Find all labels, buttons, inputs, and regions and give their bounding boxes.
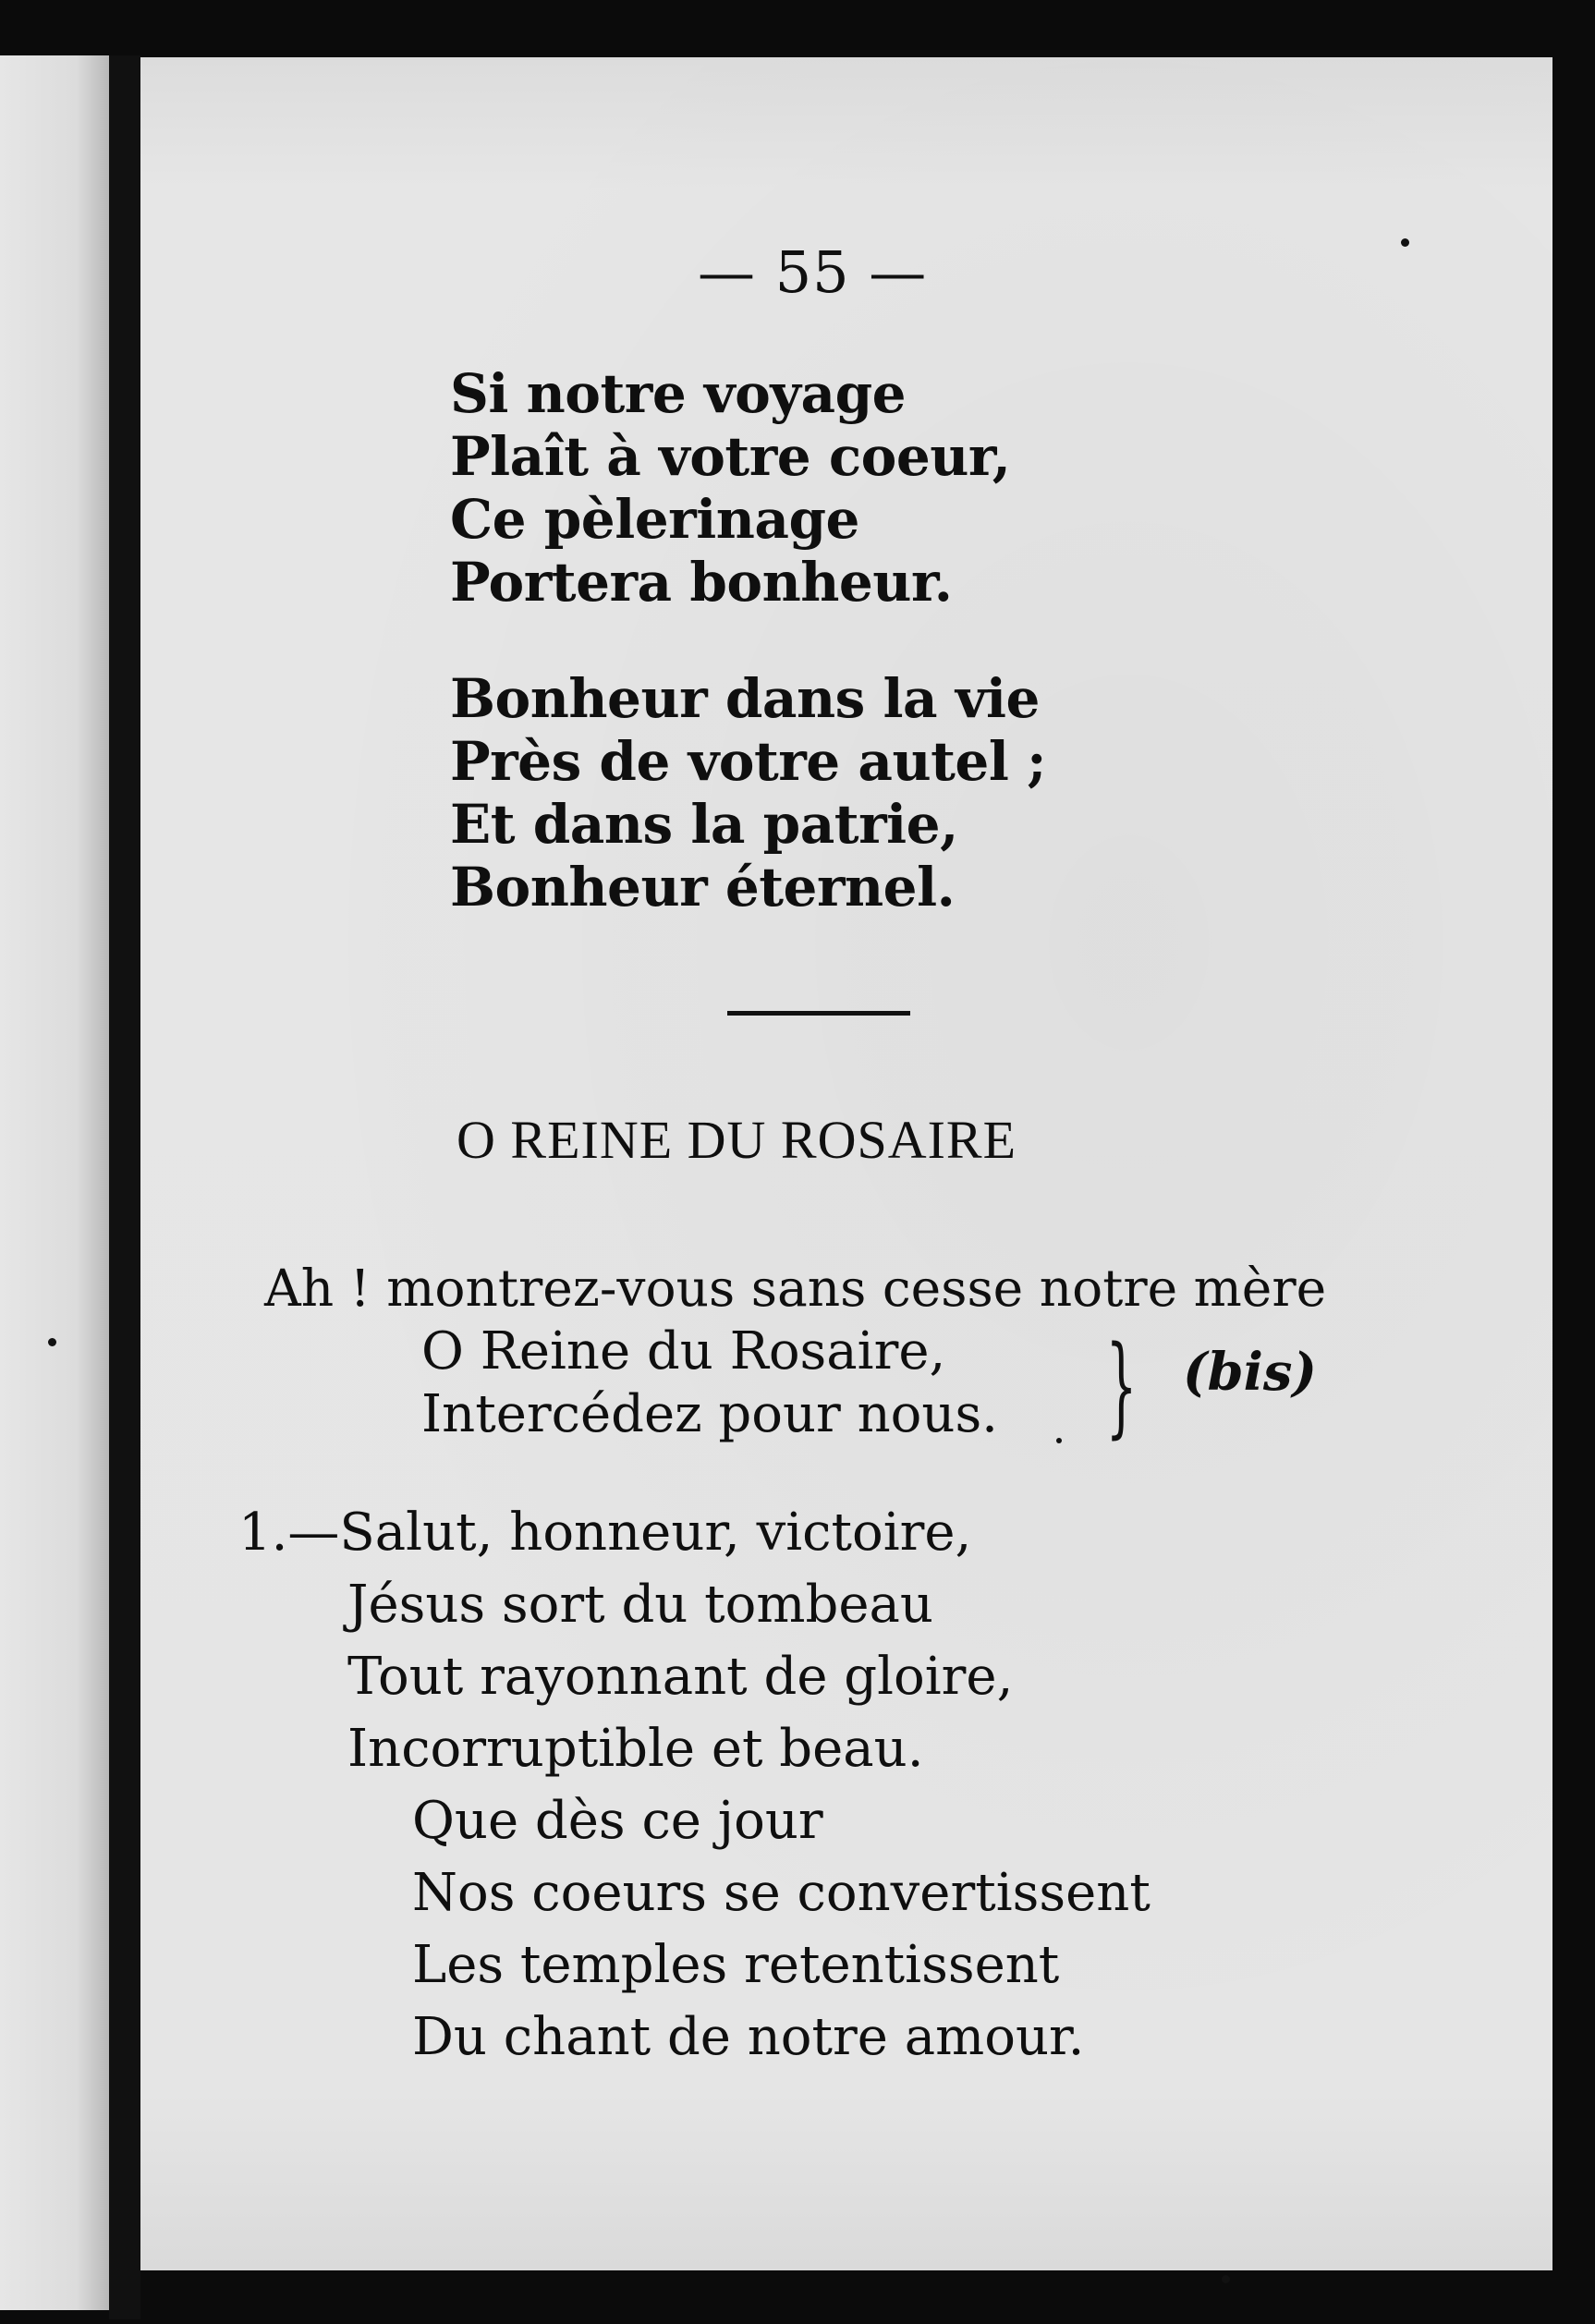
- stanza-a-line: Si notre voyage: [450, 362, 907, 425]
- section-divider: [727, 1011, 910, 1016]
- scan-speck: [1401, 238, 1409, 247]
- verse-line: 1.—Salut, honneur, victoire,: [238, 1503, 972, 1563]
- previous-page-edge: [0, 55, 109, 2310]
- stanza-b-line: Bonheur dans la vie: [450, 667, 1040, 730]
- refrain-brace: }: [1105, 1321, 1138, 1449]
- verse-line: Jésus sort du tombeau: [347, 1575, 933, 1635]
- verse-line: Incorruptible et beau.: [347, 1719, 924, 1779]
- repeat-mark: (bis): [1183, 1342, 1317, 1403]
- refrain-line: Intercédez pour nous.: [421, 1384, 998, 1444]
- scan-speck: [1222, 2275, 1230, 2283]
- verse-line: Nos coeurs se convertissent: [412, 1863, 1151, 1923]
- stanza-a-line: Plaît à votre coeur,: [450, 425, 1011, 488]
- stanza-b-line: Et dans la patrie,: [450, 793, 958, 856]
- stanza-a-line: Ce pèlerinage: [450, 488, 859, 551]
- stanza-a-line: Portera bonheur.: [450, 551, 953, 614]
- page-right-edge: [1552, 57, 1595, 2275]
- refrain-line: O Reine du Rosaire,: [421, 1321, 946, 1381]
- verse-line: Que dès ce jour: [412, 1791, 823, 1851]
- scan-speck: [1056, 1438, 1062, 1443]
- scan-speck: [48, 1338, 56, 1346]
- verse-line: Tout rayonnant de gloire,: [347, 1647, 1014, 1707]
- verse-line: Les temples retentissent: [412, 1935, 1060, 1995]
- hymn-title: O REINE DU ROSAIRE: [457, 1110, 1017, 1170]
- verse-line: Du chant de notre amour.: [412, 2007, 1085, 2067]
- book-spine: [109, 55, 140, 2319]
- stanza-b-line: Près de votre autel ;: [450, 730, 1046, 793]
- stanza-b-line: Bonheur éternel.: [450, 856, 956, 919]
- page-number: — 55 —: [698, 238, 928, 306]
- refrain-line: Ah ! montrez-vous sans cesse notre mère: [264, 1259, 1327, 1318]
